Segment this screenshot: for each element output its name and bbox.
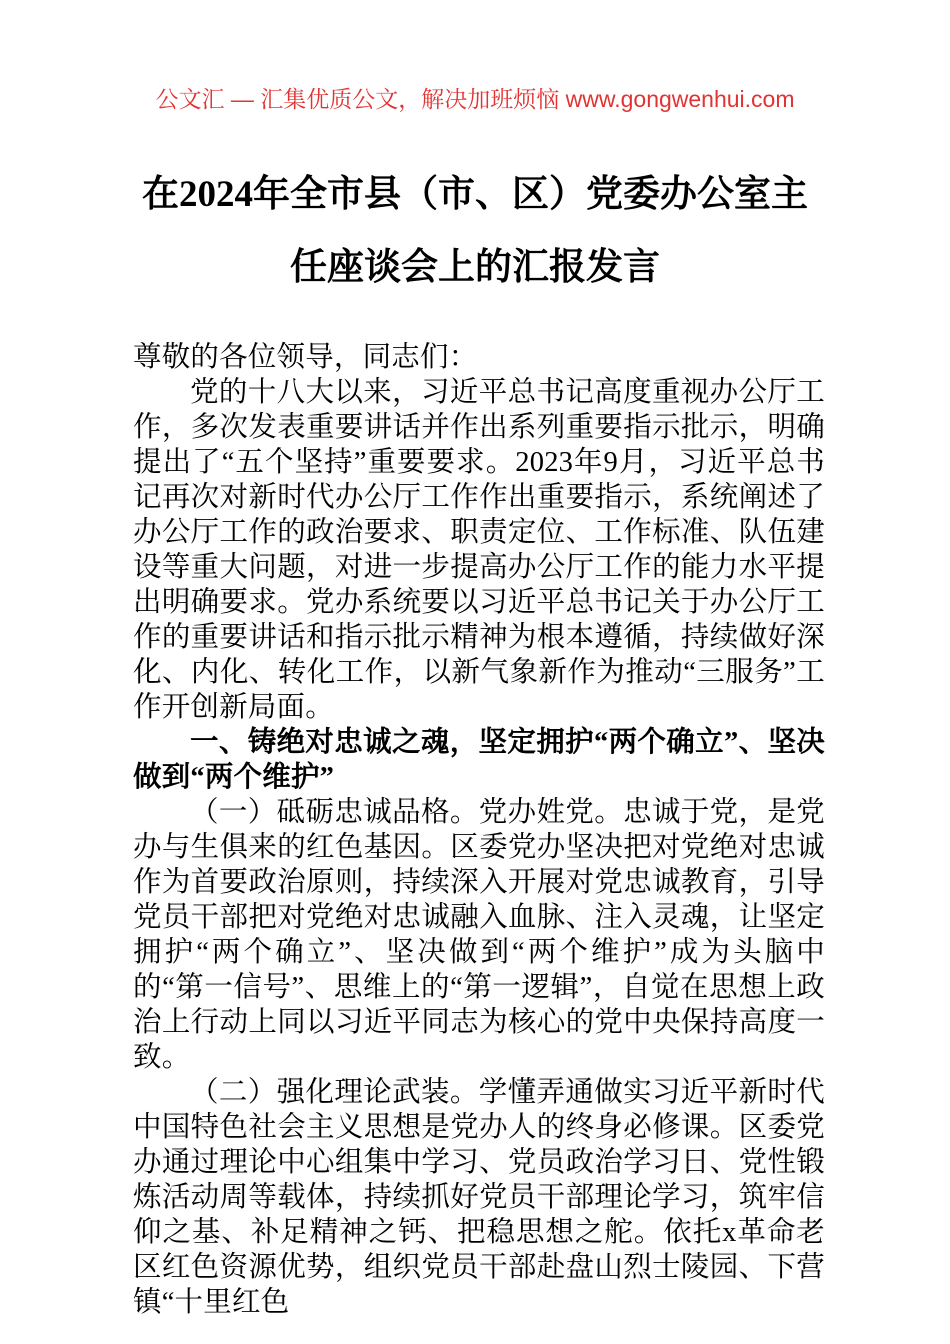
watermark-header: 公文汇 — 汇集优质公文，解决加班烦恼 www.gongwenhui.com xyxy=(155,86,795,112)
document-title xyxy=(0,158,950,304)
title-line-1: 在2024年全市县（市、区）党委办公室主 xyxy=(142,174,808,215)
title-line-2: 任座谈会上的汇报发言 xyxy=(290,247,660,288)
document-body xyxy=(133,340,825,1320)
section-heading-1: 一、铸绝对忠诚之魂，坚定拥护“两个确立”、坚决做到“两个维护” xyxy=(133,727,825,793)
salutation: 尊敬的各位领导，同志们： xyxy=(133,342,478,373)
paragraph-sub-2-truncated: （二）强化理论武装。学懂弄通做实习近平新时代中国特色社会主义思想是党办人的终身必修课。区委党办通过理论中心组集中学习、党员政治学习日、党性锻炼活动周等载体，持续抓好党员干部理论学习，筑牢信仰之基、补足精神之钙、把稳思想之舵。依托x革命老区红色资源优势，组织党员干部赴盘山烈士陵园、下营镇“十里红色 xyxy=(133,1077,825,1318)
paragraph-intro: 党的十八大以来，习近平总书记高度重视办公厅工作，多次发表重要讲话并作出系列重要指示批示，明确提出了“五个坚持”重要要求。2023年9月，习近平总书记再次对新时代办公厅工作作出重要指示，系统阐述了办公厅工作的政治要求、职责定位、工作标准、队伍建设等重大问题，对进一步提高办公厅工作的能力水平提出明确要求。党办系统要以习近平总书记关于办公厅工作的重要讲话和指示批示精神为根本遵循，持续做好深化、内化、转化工作，以新气象新作为推动“三服务”工作开创新局面。 xyxy=(133,377,825,723)
paragraph-sub-1: （一）砥砺忠诚品格。党办姓党。忠诚于党，是党办与生俱来的红色基因。区委党办坚决把对党绝对忠诚作为首要政治原则，持续深入开展对党忠诚教育，引导党员干部把对党绝对忠诚融入血脉、注入灵魂，让坚定拥护“两个确立”、坚决做到“两个维护”成为头脑中的“第一信号”、思维上的“第一逻辑”，自觉在思想上政治上行动上同以习近平同志为核心的党中央保持高度一致。 xyxy=(133,797,825,1073)
